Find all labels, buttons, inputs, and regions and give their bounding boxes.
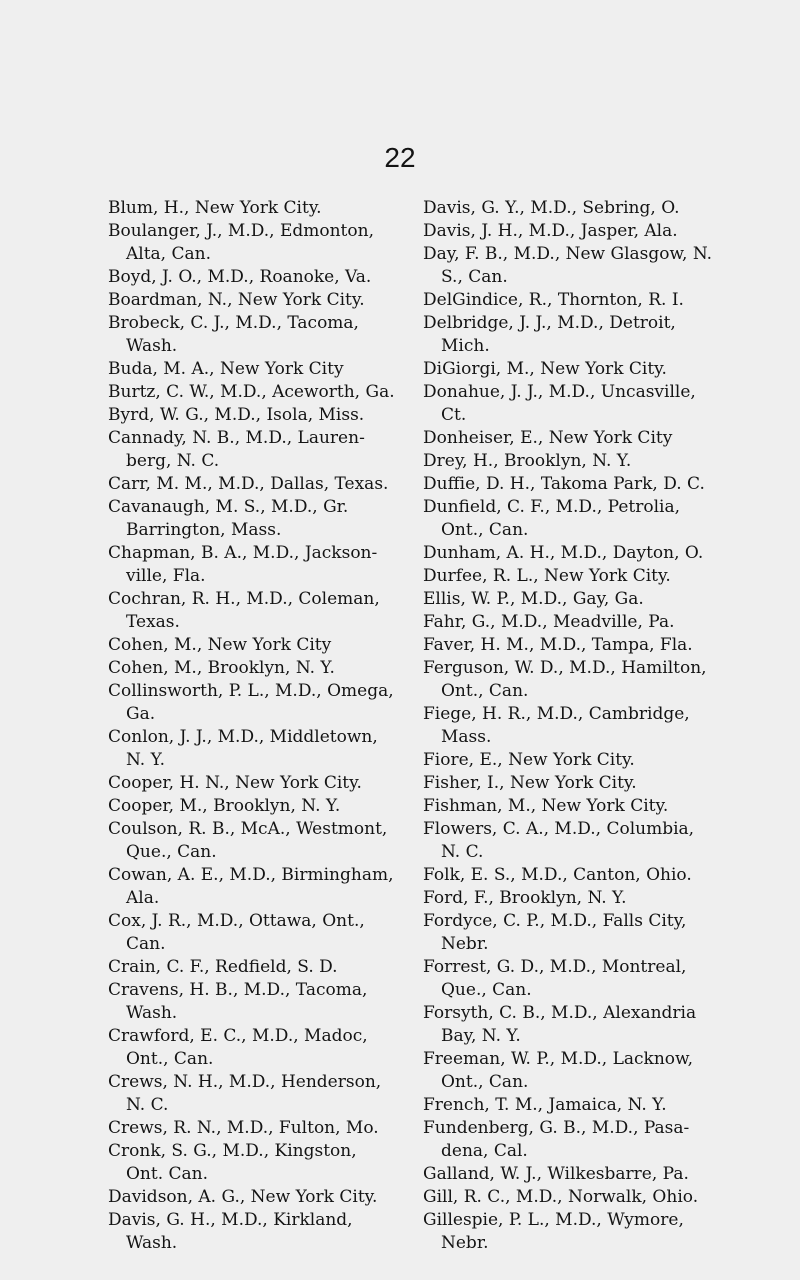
- directory-entry: Durfee, R. L., New York City.: [423, 566, 671, 586]
- directory-entry: Cavanaugh, M. S., M.D., Gr. Barrington, Mass.: [108, 497, 349, 540]
- directory-entry: DelGindice, R., Thornton, R. I.: [423, 290, 684, 310]
- right-column: [423, 197, 718, 1255]
- directory-entry: Davis, G. H., M.D., Kirkland, Wash.: [108, 1210, 353, 1253]
- directory-entry: Davidson, A. G., New York City.: [108, 1187, 378, 1207]
- directory-entry: Davis, J. H., M.D., Jasper, Ala.: [423, 221, 678, 241]
- directory-entry: DiGiorgi, M., New York City.: [423, 359, 667, 379]
- directory-entry: Gill, R. C., M.D., Norwalk, Ohio.: [423, 1187, 699, 1207]
- directory-entry: Drey, H., Brooklyn, N. Y.: [423, 451, 632, 471]
- directory-entry: Ferguson, W. D., M.D., Hamilton, Ont., Can.: [423, 658, 707, 701]
- directory-entry: Delbridge, J. J., M.D., Detroit, Mich.: [423, 313, 676, 356]
- directory-entry: Forrest, G. D., M.D., Montreal, Que., Can.: [423, 957, 687, 1000]
- page-number: 22: [384, 142, 416, 173]
- directory-entry: Brobeck, C. J., M.D., Tacoma, Wash.: [108, 313, 359, 356]
- directory-entry: Fisher, I., New York City.: [423, 773, 637, 793]
- directory-entry: Coulson, R. B., McA., Westmont, Que., Can.: [108, 819, 388, 862]
- directory-entry: Burtz, C. W., M.D., Aceworth, Ga.: [108, 382, 395, 402]
- directory-entry: Cooper, H. N., New York City.: [108, 773, 362, 793]
- directory-entry: Carr, M. M., M.D., Dallas, Texas.: [108, 474, 389, 494]
- directory-entry: Faver, H. M., M.D., Tampa, Fla.: [423, 635, 693, 655]
- directory-entry: Dunfield, C. F., M.D., Petrolia, Ont., Can.: [423, 497, 681, 540]
- directory-entry: Cannady, N. B., M.D., Lauren- berg, N. C.: [108, 428, 365, 471]
- directory-entry: Crews, N. H., M.D., Henderson, N. C.: [108, 1072, 382, 1115]
- directory-entry: Byrd, W. G., M.D., Isola, Miss.: [108, 405, 365, 425]
- directory-entry: Cravens, H. B., M.D., Tacoma, Wash.: [108, 980, 368, 1023]
- directory-entry: Cronk, S. G., M.D., Kingston, Ont. Can.: [108, 1141, 357, 1184]
- directory-entry: Crain, C. F., Redfield, S. D.: [108, 957, 338, 977]
- directory-entry: Fundenberg, G. B., M.D., Pasa- dena, Cal.: [423, 1118, 690, 1161]
- directory-entry: Fiore, E., New York City.: [423, 750, 635, 770]
- directory-entry: Boulanger, J., M.D., Edmonton, Alta, Can.: [108, 221, 374, 264]
- directory-entry: Ellis, W. P., M.D., Gay, Ga.: [423, 589, 644, 609]
- directory-entry: Crawford, E. C., M.D., Madoc, Ont., Can.: [108, 1026, 368, 1069]
- directory-entry: Buda, M. A., New York City: [108, 359, 344, 379]
- directory-entry: Fishman, M., New York City.: [423, 796, 669, 816]
- directory-entry: Chapman, B. A., M.D., Jackson- ville, Fla.: [108, 543, 378, 586]
- directory-entry: Blum, H., New York City.: [108, 198, 322, 218]
- directory-entry: French, T. M., Jamaica, N. Y.: [423, 1095, 667, 1115]
- directory-entry: Cox, J. R., M.D., Ottawa, Ont., Can.: [108, 911, 365, 954]
- directory-entry: Fiege, H. R., M.D., Cambridge, Mass.: [423, 704, 690, 747]
- directory-entry: Cowan, A. E., M.D., Birmingham, Ala.: [108, 865, 394, 908]
- directory-entry: Gillespie, P. L., M.D., Wymore, Nebr.: [423, 1210, 684, 1253]
- directory-entry: Cohen, M., New York City: [108, 635, 332, 655]
- directory-entry: Boyd, J. O., M.D., Roanoke, Va.: [108, 267, 372, 287]
- directory-entry: Day, F. B., M.D., New Glasgow, N. S., Can.: [423, 244, 713, 287]
- directory-entry: Cooper, M., Brooklyn, N. Y.: [108, 796, 341, 816]
- directory-entry: Cohen, M., Brooklyn, N. Y.: [108, 658, 335, 678]
- directory-entry: Dunham, A. H., M.D., Dayton, O.: [423, 543, 704, 563]
- directory-entry: Donheiser, E., New York City: [423, 428, 673, 448]
- left-column: [108, 197, 398, 1255]
- directory-entry: Boardman, N., New York City.: [108, 290, 365, 310]
- directory-entry: Galland, W. J., Wilkesbarre, Pa.: [423, 1164, 689, 1184]
- directory-entry: Conlon, J. J., M.D., Middletown, N. Y.: [108, 727, 378, 770]
- directory-entry: Forsyth, C. B., M.D., Alexandria Bay, N. Y.: [423, 1003, 697, 1046]
- directory-entry: Donahue, J. J., M.D., Uncasville, Ct.: [423, 382, 696, 425]
- directory-entry: Crews, R. N., M.D., Fulton, Mo.: [108, 1118, 379, 1138]
- directory-entry: Fordyce, C. P., M.D., Falls City, Nebr.: [423, 911, 687, 954]
- directory-entry: Folk, E. S., M.D., Canton, Ohio.: [423, 865, 692, 885]
- directory-entry: Fahr, G., M.D., Meadville, Pa.: [423, 612, 675, 632]
- directory-entry: Cochran, R. H., M.D., Coleman, Texas.: [108, 589, 380, 632]
- directory-entry: Ford, F., Brooklyn, N. Y.: [423, 888, 627, 908]
- directory-entry: Freeman, W. P., M.D., Lacknow, Ont., Can.: [423, 1049, 693, 1092]
- directory-entry: Flowers, C. A., M.D., Columbia, N. C.: [423, 819, 695, 862]
- directory-entry: Collinsworth, P. L., M.D., Omega, Ga.: [108, 681, 394, 724]
- directory-entry: Davis, G. Y., M.D., Sebring, O.: [423, 198, 680, 218]
- directory-entry: Duffie, D. H., Takoma Park, D. C.: [423, 474, 705, 494]
